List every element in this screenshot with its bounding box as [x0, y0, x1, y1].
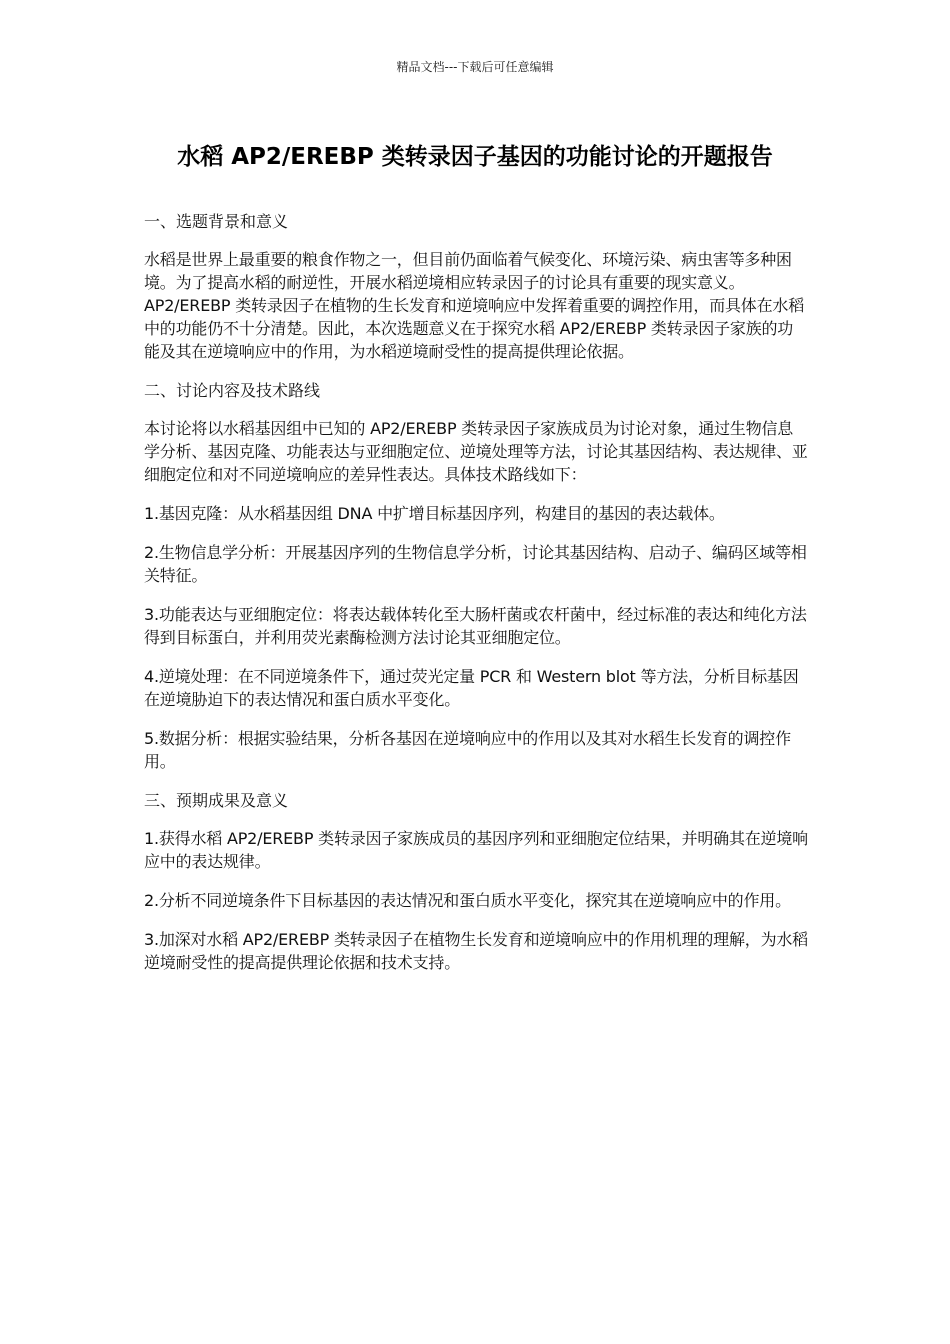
section-heading: 二、讨论内容及技术路线: [144, 381, 321, 400]
list-item: 1.获得水稻 AP2/EREBP 类转录因子家族成员的基因序列和亚细胞定位结果，并明确其在逆境响应中的表达规律。: [144, 829, 808, 871]
document-title: 水稻 AP2/EREBP 类转录因子基因的功能讨论的开题报告: [177, 144, 773, 170]
list-item: 1.基因克隆：从水稻基因组 DNA 中扩增目标基因序列，构建目的基因的表达载体。: [144, 504, 725, 523]
section-expected-results: [144, 789, 808, 974]
paragraph: 水稻是世界上最重要的粮食作物之一，但目前仍面临着气候变化、环境污染、病虫害等多种困境。为了提高水稻的耐逆性，开展水稻逆境相应转录因子的讨论具有重要的现实意义。AP2/EREBP 类转录因子在植物的生长发育和逆境响应中发挥着重要的调控作用，而具体在水稻中的功能仍不十分清楚。因此，本次选题意义在于探究水稻 AP2/EREBP 类转录因子家族的功能及其在逆境响应中的作用，为水稻逆境耐受性的提高提供理论依据。: [144, 250, 805, 361]
list-item: 2.生物信息学分析：开展基因序列的生物信息学分析，讨论其基因结构、启动子、编码区域等相关特征。: [144, 543, 807, 585]
header-note: 精品文档---下载后可任意编辑: [396, 60, 554, 74]
list-item: 5.数据分析：根据实验结果，分析各基因在逆境响应中的作用以及其对水稻生长发育的调控作用。: [144, 729, 791, 771]
section-background: [144, 210, 808, 363]
paragraph: 本讨论将以水稻基因组中已知的 AP2/EREBP 类转录因子家族成员为讨论对象，通过生物信息学分析、基因克隆、功能表达与亚细胞定位、逆境处理等方法，讨论其基因结构、表达规律、亚细胞定位和对不同逆境响应的差异性表达。具体技术路线如下：: [144, 419, 808, 484]
section-research-content: [144, 379, 808, 773]
section-heading: 一、选题背景和意义: [144, 212, 289, 231]
list-item: 4.逆境处理：在不同逆境条件下，通过荧光定量 PCR 和 Western blot 等方法，分析目标基因在逆境胁迫下的表达情况和蛋白质水平变化。: [144, 667, 799, 709]
list-item: 3.加深对水稻 AP2/EREBP 类转录因子在植物生长发育和逆境响应中的作用机理的理解，为水稻逆境耐受性的提高提供理论依据和技术支持。: [144, 930, 808, 972]
list-item: 2.分析不同逆境条件下目标基因的表达情况和蛋白质水平变化，探究其在逆境响应中的作用。: [144, 891, 791, 910]
section-heading: 三、预期成果及意义: [144, 791, 289, 810]
list-item: 3.功能表达与亚细胞定位：将表达载体转化至大肠杆菌或农杆菌中，经过标准的表达和纯化方法得到目标蛋白，并利用荧光素酶检测方法讨论其亚细胞定位。: [144, 605, 807, 647]
document-body: [144, 210, 808, 990]
